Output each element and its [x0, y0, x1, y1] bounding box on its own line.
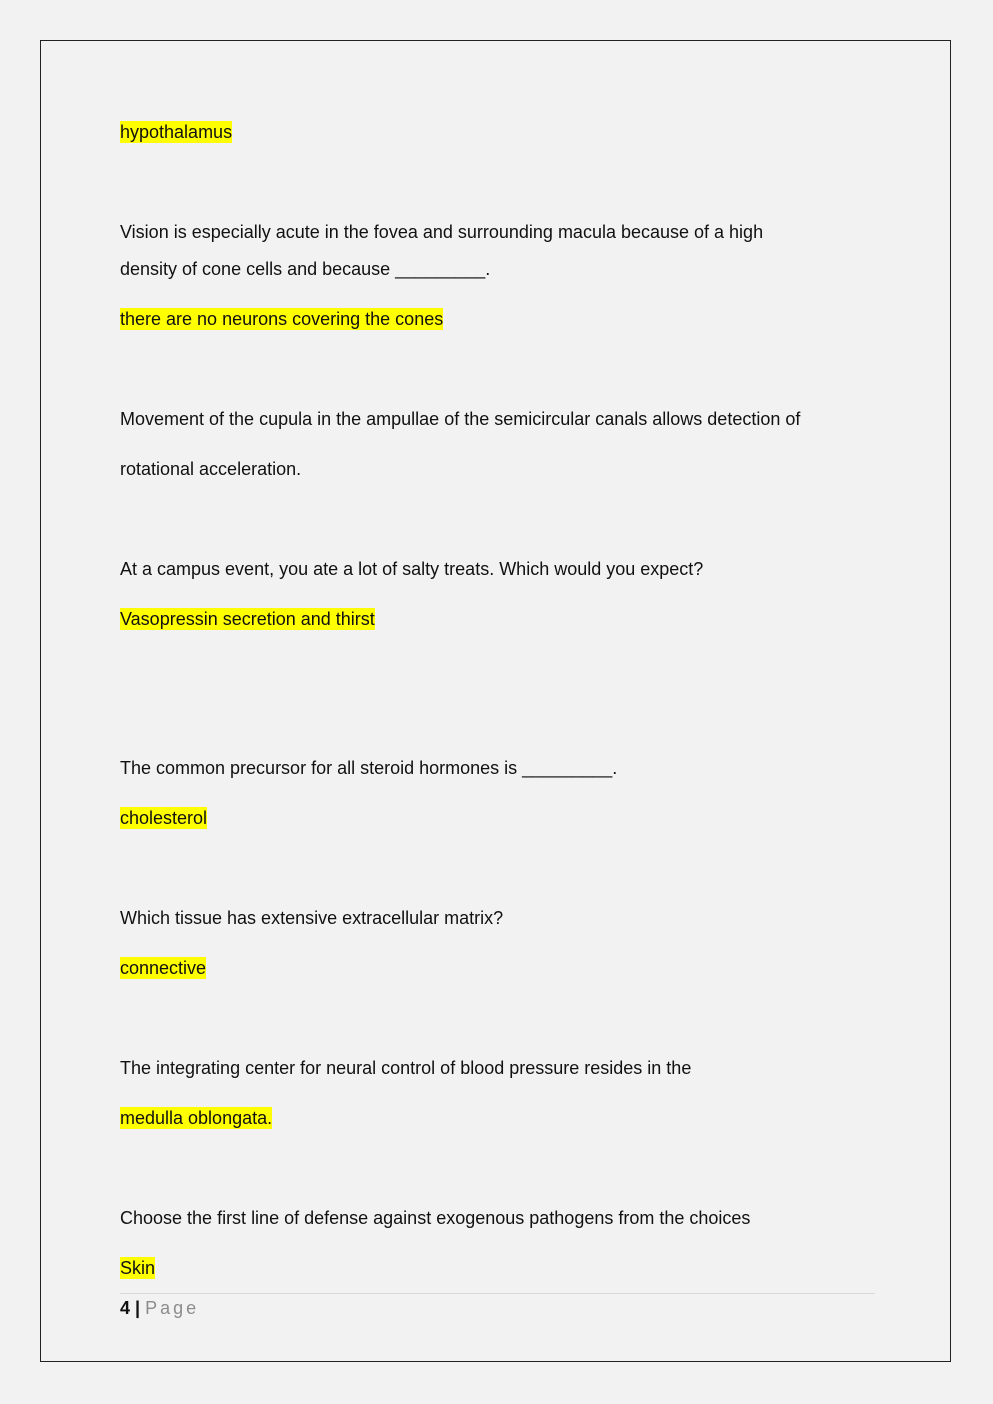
- highlighted-answer: Vasopressin secretion and thirst: [120, 609, 375, 629]
- question-text: The common precursor for all steroid hormones is _________.: [120, 758, 618, 778]
- page-label: Page: [145, 1298, 200, 1318]
- highlighted-answer: cholesterol: [120, 808, 208, 828]
- answer-text: [120, 1106, 272, 1130]
- answer-text: [120, 956, 206, 980]
- question-text: Vision is especially acute in the fovea and surrounding macula because of a high: [120, 222, 764, 242]
- footer-divider: [120, 1293, 875, 1294]
- question-text: density of cone cells and because _________.: [120, 259, 491, 279]
- answer-text: [120, 1256, 155, 1280]
- footer-separator: |: [135, 1298, 141, 1318]
- statement-text: rotational acceleration.: [120, 459, 302, 479]
- highlighted-answer: medulla oblongata.: [120, 1108, 273, 1128]
- answer-text: [120, 120, 232, 144]
- statement-text: Movement of the cupula in the ampullae of the semicircular canals allows detection of: [120, 409, 801, 429]
- question-text: The integrating center for neural control of blood pressure resides in the: [120, 1058, 692, 1078]
- page-footer: [120, 1297, 199, 1319]
- page-number: 4: [120, 1298, 131, 1318]
- question-text: Choose the first line of defense against exogenous pathogens from the choices: [120, 1208, 751, 1228]
- answer-text: [120, 307, 443, 331]
- answer-text: [120, 806, 207, 830]
- highlighted-answer: there are no neurons covering the cones: [120, 309, 444, 329]
- highlighted-answer: Skin: [120, 1258, 156, 1278]
- answer-text: [120, 607, 375, 631]
- highlighted-answer: connective: [120, 958, 207, 978]
- question-text: Which tissue has extensive extracellular matrix?: [120, 908, 504, 928]
- question-text: At a campus event, you ate a lot of salty treats. Which would you expect?: [120, 559, 704, 579]
- highlighted-answer: hypothalamus: [120, 122, 233, 142]
